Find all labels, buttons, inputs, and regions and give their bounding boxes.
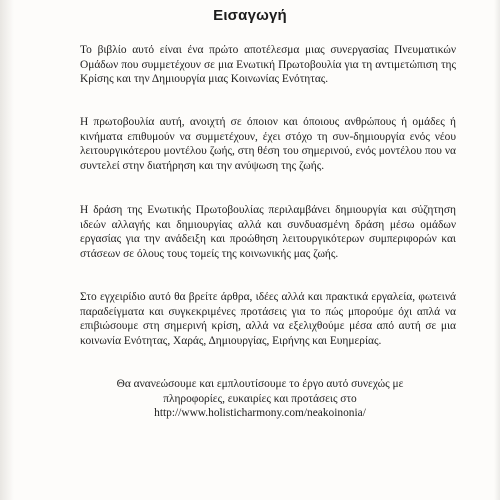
closing-line-2: πληροφορίες, ευκαιρίες και προτάσεις στο xyxy=(163,392,357,405)
closing-note xyxy=(40,377,480,421)
page-binding-shadow xyxy=(0,0,14,500)
page-edge-shadow xyxy=(494,0,500,500)
closing-url: http://www.holisticharmony.com/neakoinonia/ xyxy=(154,407,366,420)
paragraph-initiative: Η πρωτοβουλία αυτή, ανοιχτή σε όποιον και όποιους ανθρώπους ή ομάδες ή κινήματα επιθυμούν να συμμετέχουν, έχει στόχο τη συν-δημιουργία ενός νέου λειτουργικότερου μοντέλου ζωής, στη θέση του σημερινού, ενός μοντέλου που να συντελεί στην διατήρηση και την ανύψωση της ζωής. xyxy=(80,116,456,172)
paragraph-intro: Το βιβλίο αυτό είναι ένα πρώτο αποτέλεσμα μιας συνεργασίας Πνευματικών Ομάδων που συμμετέχουν σε μια Ενωτική Πρωτοβουλία για τη αντιμετώπιση της Κρίσης και την Δημιουργία μιας Κοινωνίας Ενότητας. xyxy=(80,44,456,86)
closing-line-1: Θα ανανεώσουμε και εμπλουτίσουμε το έργο αυτό συνεχώς με xyxy=(116,378,404,390)
page-title: Εισαγωγή xyxy=(213,7,287,24)
paragraph-handbook: Στο εγχειρίδιο αυτό θα βρείτε άρθρα, ιδέες αλλά και πρακτικά εργαλεία, φωτεινά παραδείγματα και συγκεκριμένες προτάσεις για το πώς μπορούμε όχι απλά να επιβιώσουμε στη σημερινή κρίση, αλλά να εξελιχθούμε μέσα από αυτή σε μια κοινωνία Ενότητας, Χαράς, Δημιουργίας, Ειρήνης και Ευημερίας. xyxy=(80,291,456,347)
paragraph-action: Η δράση της Ενωτικής Πρωτοβουλίας περιλαμβάνει δημιουργία και σύζητηση ιδεών αλλαγής και δημιουργίας αλλά και συνδυασμένη δράση μέσω ομάδων εργασίας για την ανάδειξη και προώθηση λειτουργικότερων συμπεριφορών και στάσεων σε όλους τους τομείς της κοινωνικής μας ζωής. xyxy=(80,204,456,260)
